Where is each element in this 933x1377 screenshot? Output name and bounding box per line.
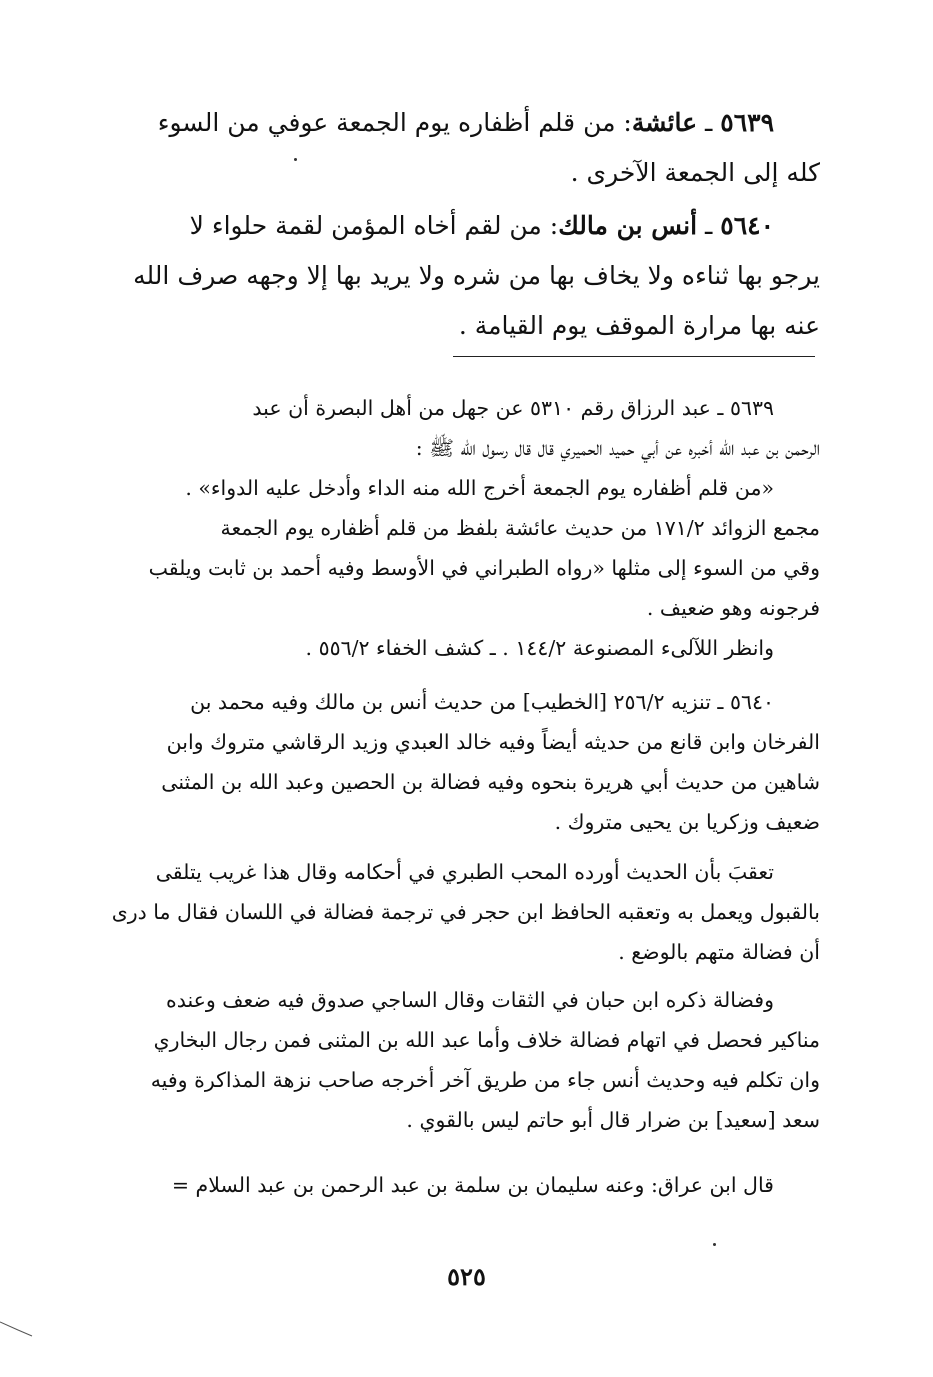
footnote-line: فرجونه وهو ضعيف . <box>646 596 820 620</box>
footnote-line: ٥٦٤٠ ـ تنزيه ٢٥٦/٢ [الخطيب] من حديث أنس بن مالك وفيه محمد بن <box>190 690 774 714</box>
footnote-5639 <box>110 388 820 668</box>
hadith-narrator: أنس بن مالك <box>558 211 698 240</box>
footnote-separator-rule <box>453 356 815 357</box>
footnote-line: شاهين من حديث أبي هريرة بنحوه وفيه فضالة بن الحصين وعبد الله بن المثنى <box>161 770 820 794</box>
footnote-ibn-iraq <box>110 1165 820 1205</box>
footnote-line: وانظر اللآلىء المصنوعة ١٤٤/٢ . ـ كشف الخفاء ٥٥٦/٢ . <box>305 636 774 660</box>
footnote-line: سعد [سعيد] بن ضرار قال أبو حاتم ليس بالقوي . <box>406 1108 820 1132</box>
hadith-line: يرجو بها ثناءه ولا يخاف بها من شره ولا يريد بها إلا وجهه صرف الله <box>133 261 820 290</box>
footnote-line: «من قلم أظفاره يوم الجمعة أخرج الله منه الداء وأدخل عليه الدواء» . <box>185 476 774 500</box>
hadith-text: : من قلم أظفاره يوم الجمعة عوفي من السوء <box>157 108 632 137</box>
hadith-text: : من لقم أخاه المؤمن لقمة حلواء لا <box>189 211 559 240</box>
footnote-line: أن فضالة متهم بالوضع . <box>618 940 820 964</box>
footnote-line: وان تكلم فيه وحديث أنس جاء من طريق آخر أخرجه صاحب نزهة المذاكرة وفيه <box>150 1068 820 1092</box>
hadith-line: ٥٦٣٩ ـ عائشة: من قلم أظفاره يوم الجمعة عوفي من السوء <box>157 108 774 137</box>
footnote-line: مجمع الزوائد ١٧١/٢ من حديث عائشة بلفظ من قلم أظفاره يوم الجمعة <box>220 516 820 540</box>
hadith-5639 <box>110 98 820 198</box>
scan-speck <box>713 1243 716 1246</box>
scan-speck <box>294 158 297 161</box>
hadith-narrator: عائشة <box>631 108 698 137</box>
footnote-line: قال ابن عراق: وعنه سليمان بن سلمة بن عبد الرحمن بن عبد السلام = <box>171 1173 774 1197</box>
hadith-number: ٥٦٤٠ <box>720 211 774 240</box>
hadith-5640 <box>110 201 820 351</box>
hadith-line: كله إلى الجمعة الآخرى . <box>570 158 820 187</box>
footnote-line: بالقبول ويعمل به وتعقبه الحافظ ابن حجر في ترجمة فضالة في اللسان فقال ما درى <box>111 900 820 924</box>
scan-edge-mark <box>0 1320 40 1340</box>
footnote-taaqqub <box>110 852 820 972</box>
footnote-5640 <box>110 682 820 842</box>
footnote-line: مناكير فحصل في اتهام فضالة خلاف وأما عبد الله بن المثنى فمن رجال البخاري <box>153 1028 820 1052</box>
footnote-line: ٥٦٣٩ ـ عبد الرزاق رقم ٥٣١٠ عن جهل من أهل البصرة أن عبد <box>252 396 774 420</box>
hadith-number: ٥٦٣٩ <box>720 108 774 137</box>
footnote-line: تعقبَ بأن الحديث أورده المحب الطبري في أحكامه وقال هذا غريب يتلقى <box>155 860 774 884</box>
footnote-line: وقي من السوء إلى مثلها «رواه الطبراني في الأوسط وفيه أحمد بن ثابت ويلقب <box>148 556 820 580</box>
footnote-line: ضعيف وزكريا بن يحيى متروك . <box>554 810 820 834</box>
footnote-line: وفضالة ذكره ابن حبان في الثقات وقال الساجي صدوق فيه ضعف وعنده <box>165 988 774 1012</box>
footnote-line: الرحمن بن عبد الله أخبره عن أبي حميد الحميري قال قال رسول الله ﷺ : <box>415 436 820 460</box>
hadith-line: ٥٦٤٠ ـ أنس بن مالك: من لقم أخاه المؤمن لقمة حلواء لا <box>189 211 774 240</box>
footnote-fudala <box>110 980 820 1140</box>
page-number: ٥٢٥ <box>447 1262 486 1291</box>
footnote-line: الفرخان وابن قانع من حديثه أيضاً وفيه خالد العبدي وزيد الرقاشي متروك وابن <box>166 730 820 754</box>
hadith-line: عنه بها مرارة الموقف يوم القيامة . <box>458 311 820 340</box>
